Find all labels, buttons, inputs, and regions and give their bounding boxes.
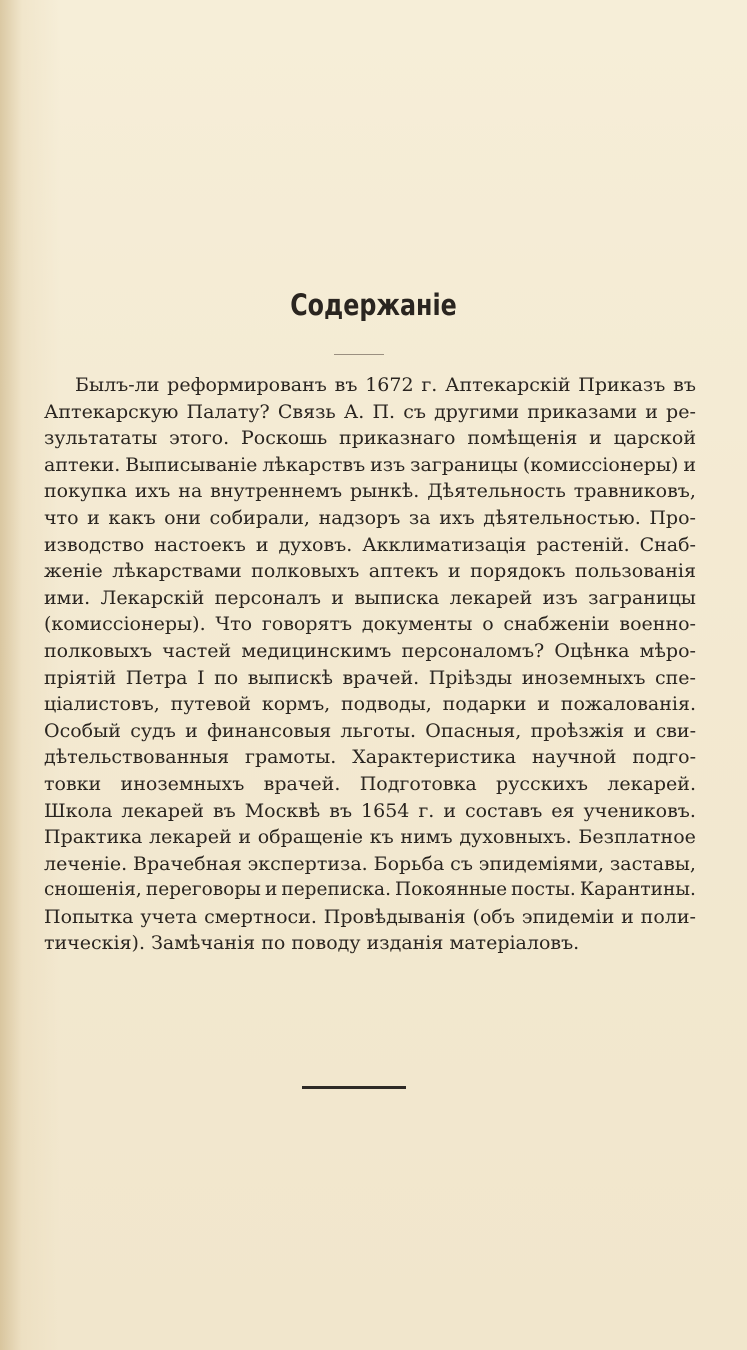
word: ея: [551, 799, 575, 822]
word: и: [537, 693, 550, 716]
word: поводу: [291, 932, 361, 955]
word: какъ: [108, 506, 156, 529]
word: персоналъ: [214, 586, 321, 609]
word: ре-: [666, 400, 696, 423]
word: по: [261, 932, 286, 955]
word: военно-: [619, 613, 696, 636]
word: духовныхъ.: [459, 826, 572, 849]
word: духовъ.: [278, 533, 353, 556]
word: г.: [421, 374, 438, 396]
word: царской: [613, 427, 696, 450]
word: иноземныхъ: [120, 772, 245, 795]
text-line: [44, 638, 696, 665]
contents-paragraph: [44, 372, 696, 957]
word: учета: [140, 905, 198, 928]
word: и: [331, 586, 344, 609]
word: настоекъ: [154, 533, 246, 556]
word: Покоянные: [395, 879, 508, 901]
word: собирали,: [209, 506, 310, 529]
word: съ: [403, 400, 426, 423]
word: Былъ-ли: [75, 374, 160, 396]
word: и: [621, 905, 634, 928]
word: А.: [343, 400, 365, 423]
word: на: [178, 480, 203, 503]
word: Дѣятельность: [427, 480, 566, 503]
word: прiятiй: [44, 666, 117, 689]
text-line: [44, 452, 696, 479]
word: научной: [531, 746, 617, 769]
word: финансовыя: [207, 719, 332, 742]
word: говорятъ: [261, 613, 353, 636]
word: изданiя: [366, 932, 444, 955]
text-line: [44, 930, 696, 957]
word: посты.: [511, 879, 576, 901]
text-line: [44, 824, 696, 851]
word: лекарей: [121, 799, 204, 822]
word: обращенiе: [257, 826, 363, 849]
page-title: Содержанiе: [290, 288, 457, 322]
word: частей: [162, 639, 232, 662]
word: за: [408, 506, 431, 529]
word: 1672: [365, 374, 414, 396]
word: пользованiя: [574, 560, 696, 583]
word: женiе: [44, 560, 103, 583]
word: судъ: [130, 719, 176, 742]
word: надзоръ: [318, 506, 401, 529]
word: лѣкарствъ: [262, 453, 366, 476]
text-line: [44, 558, 696, 585]
word: Замѣчанiя: [151, 932, 256, 955]
word: тическiя).: [44, 932, 146, 955]
word: и: [683, 453, 696, 476]
word: о: [482, 613, 494, 636]
word: Про-: [649, 506, 696, 529]
word: медицинскимъ: [241, 639, 392, 662]
word: составъ: [464, 799, 543, 822]
word: заграницы: [410, 453, 518, 476]
word: Подготовка: [359, 772, 477, 795]
word: эпидемiями,: [478, 852, 605, 875]
word: переписка.: [281, 879, 391, 901]
word: русскихъ: [496, 772, 588, 795]
word: леченiе.: [44, 852, 128, 875]
word: Школа: [44, 799, 113, 822]
word: Аптекарскiй: [445, 374, 571, 396]
text-line: [44, 425, 696, 452]
word: (комиссiонеры).: [44, 613, 206, 636]
word: врачей.: [263, 772, 341, 795]
word: спе-: [655, 666, 696, 689]
word: лекарей.: [607, 772, 696, 795]
word: Москвѣ: [244, 799, 321, 822]
text-line: [44, 532, 696, 559]
word: Провѣдыванiя: [323, 905, 466, 928]
title-divider: [334, 354, 384, 355]
word: подго-: [632, 746, 696, 769]
word: мѣро-: [639, 639, 696, 662]
word: и: [633, 719, 647, 742]
word: и: [645, 400, 658, 423]
word: въ: [673, 374, 696, 396]
word: они: [164, 506, 201, 529]
word: изводство: [44, 533, 145, 556]
word: по: [214, 666, 239, 689]
word: подарки: [442, 693, 527, 716]
word: въ: [329, 799, 353, 822]
word: нимъ: [400, 826, 453, 849]
word: полковыхъ: [44, 639, 153, 662]
word: поли-: [640, 905, 696, 928]
word: ихъ: [134, 480, 171, 503]
word: Борьба: [373, 852, 445, 875]
word: лекарей: [149, 826, 232, 849]
text-line: [44, 718, 696, 745]
word: иноземныхъ: [521, 666, 646, 689]
text-line: [44, 585, 696, 612]
word: лѣкарствами: [112, 560, 242, 583]
word: Связь: [277, 400, 336, 423]
word: Что: [215, 613, 253, 636]
word: въ: [334, 374, 358, 396]
word: Врачебная: [133, 852, 242, 875]
word: внутреннемъ: [210, 480, 343, 503]
word: заграницы: [588, 586, 696, 609]
word: товки: [44, 772, 102, 795]
word: 1654: [361, 799, 410, 822]
word: проѣзжiя: [530, 719, 625, 742]
word: Карантины.: [579, 879, 696, 901]
word: изъ: [542, 586, 578, 609]
word: (объ: [472, 905, 515, 928]
word: ими.: [44, 586, 91, 609]
text-line: [44, 665, 696, 692]
closing-rule: [302, 1086, 406, 1089]
word: (комиссiонеры): [522, 453, 679, 476]
word: другими: [434, 400, 520, 423]
word: учениковъ.: [583, 799, 696, 822]
word: смертноси.: [204, 905, 317, 928]
word: персоналомъ?: [401, 639, 545, 662]
word: выписка: [354, 586, 440, 609]
word: и: [185, 719, 198, 742]
text-line: [44, 904, 696, 931]
text-line: [44, 478, 696, 505]
text-line: [44, 611, 696, 638]
word: въ: [212, 799, 236, 822]
word: приказами: [527, 400, 638, 423]
word: пожалованiя.: [560, 693, 696, 716]
text-line: [44, 798, 696, 825]
word: Выписыванiе: [125, 453, 258, 476]
word: зультататы: [44, 427, 158, 450]
word: г.: [418, 799, 435, 822]
word: сви-: [655, 719, 696, 742]
word: аптекъ: [368, 560, 439, 583]
word: путевой: [170, 693, 251, 716]
word: Практика: [44, 826, 143, 849]
word: Петра: [125, 666, 188, 689]
text-line: [44, 744, 696, 771]
word: изъ: [370, 453, 406, 476]
word: Характеристика: [352, 746, 517, 769]
word: экспертиза.: [247, 852, 368, 875]
word: Снаб-: [639, 533, 696, 556]
word: дѣятельностью.: [483, 506, 641, 529]
word: снабженiи: [503, 613, 610, 636]
word: Прiѣзды: [428, 666, 513, 689]
text-line: [44, 372, 696, 399]
word: Опасныя,: [425, 719, 522, 742]
word: къ: [369, 826, 394, 849]
word: порядокъ: [470, 560, 566, 583]
word: врачей.: [342, 666, 420, 689]
word: Оцѣнка: [554, 639, 630, 662]
word: Аптекарскую: [44, 400, 179, 423]
word: Лекарскiй: [100, 586, 205, 609]
word: заставы,: [609, 852, 696, 875]
word: покупка: [44, 480, 128, 503]
word: и: [589, 427, 602, 450]
word: эпидемiи: [521, 905, 615, 928]
word: кормъ,: [261, 693, 331, 716]
word: сношенiя,: [44, 879, 142, 901]
text-line: [44, 399, 696, 426]
word: выпискѣ: [247, 666, 333, 689]
word: лекарей: [449, 586, 533, 609]
word: Палату?: [186, 400, 270, 423]
word: рынкѣ.: [349, 480, 420, 503]
word: и: [447, 560, 461, 583]
word: цiалистовъ,: [44, 693, 160, 716]
text-line: [44, 505, 696, 532]
word: полковыхъ: [251, 560, 360, 583]
word: этого.: [169, 427, 230, 450]
word: I: [197, 666, 205, 689]
word: помѣщенiя: [467, 427, 578, 450]
word: Попытка: [44, 905, 134, 928]
text-line: [44, 771, 696, 798]
text-line: [44, 851, 696, 878]
word: матерiаловъ.: [449, 932, 580, 955]
word: Особый: [44, 719, 121, 742]
word: съ: [450, 852, 473, 875]
word: П.: [372, 400, 396, 423]
text-line: [44, 691, 696, 718]
word: растенiй.: [536, 533, 630, 556]
word: и: [87, 506, 100, 529]
word: переговоры: [145, 879, 261, 901]
word: ихъ: [439, 506, 475, 529]
word: и: [443, 799, 456, 822]
word: и: [238, 826, 252, 849]
word: Роскошь: [241, 427, 328, 450]
word: приказнаго: [339, 427, 456, 450]
word: что: [44, 506, 79, 529]
word: льготы.: [340, 719, 416, 742]
word: дѣтельствованныя: [44, 746, 230, 769]
word: травниковъ,: [573, 480, 696, 503]
word: и: [264, 879, 278, 901]
word: документы: [361, 613, 473, 636]
word: Акклиматизацiя: [362, 533, 527, 556]
word: Приказъ: [578, 374, 666, 396]
word: Безплатное: [578, 826, 696, 849]
word: грамоты.: [244, 746, 337, 769]
text-line: [44, 877, 696, 904]
word: аптеки.: [44, 453, 121, 476]
word: и: [255, 533, 269, 556]
word: реформированъ: [167, 374, 327, 396]
word: подводы,: [341, 693, 432, 716]
